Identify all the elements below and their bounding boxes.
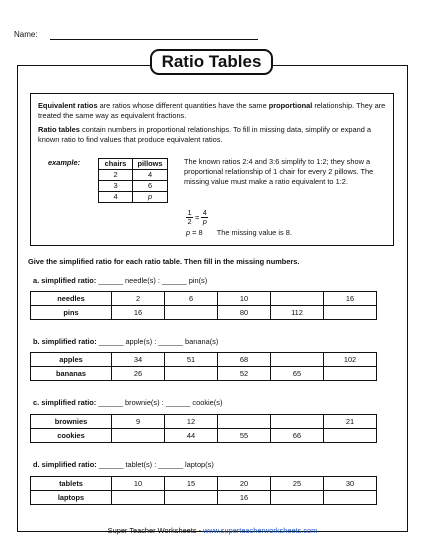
table-cell: 25	[271, 477, 324, 491]
table-cell: 80	[218, 306, 271, 320]
footer	[0, 526, 425, 535]
problem-ratio-blanks: ______ tablet(s) : ______ laptop(s)	[98, 460, 214, 469]
answer-cell[interactable]	[112, 429, 165, 443]
answer-cell[interactable]	[324, 491, 377, 505]
table-cell: 68	[218, 353, 271, 367]
page-title: Ratio Tables	[150, 49, 273, 75]
problem-ratio-label: simplified ratio:	[41, 276, 97, 285]
table-row	[31, 415, 377, 429]
solution-value: = 8	[190, 228, 203, 237]
table-cell: 66	[271, 429, 324, 443]
row-header: cookies	[31, 429, 112, 443]
table-row	[31, 292, 377, 306]
answer-cell[interactable]	[324, 367, 377, 381]
table-row	[31, 353, 377, 367]
table-cell: 12	[165, 415, 218, 429]
table-row	[31, 429, 377, 443]
solution-text: The missing value is 8.	[216, 228, 292, 237]
example-cell: 6	[133, 181, 168, 192]
table-cell: 34	[112, 353, 165, 367]
table-cell: 10	[112, 477, 165, 491]
term-proportional: proportional	[268, 101, 313, 110]
fraction-numerator: 4	[202, 208, 207, 217]
answer-cell[interactable]	[165, 306, 218, 320]
problem-ratio-label: simplified ratio:	[41, 398, 97, 407]
answer-cell[interactable]	[218, 415, 271, 429]
table-cell: 51	[165, 353, 218, 367]
problem-letter: b.	[33, 337, 40, 346]
answer-cell[interactable]	[271, 491, 324, 505]
intro-text-1a: are ratios whose different quantities have the same	[97, 101, 269, 110]
table-cell: 102	[324, 353, 377, 367]
problem-ratio-blanks: ______ needle(s) : ______ pin(s)	[98, 276, 208, 285]
example-cell: 3	[99, 181, 133, 192]
fraction-right	[201, 209, 208, 226]
table-cell: 16	[324, 292, 377, 306]
table-cell: 6	[165, 292, 218, 306]
problem-letter: c.	[33, 398, 40, 407]
example-explanation: The known ratios 2:4 and 3:6 simplify to 1:2; they show a proportional relationship of 1 chair for every 2 pillows. The missing value must make a ratio equivalent to 1:2.	[184, 157, 374, 186]
intro-text-2: contain numbers in proportional relationships. To fill in missing data, simplify or expand a known ratio to find values that produce equivalent ratios.	[38, 125, 372, 144]
example-cell: 4	[133, 170, 168, 181]
table-cell: 65	[271, 367, 324, 381]
example-cell: p	[133, 192, 168, 203]
table-row	[31, 306, 377, 320]
intro-paragraph-2	[38, 125, 390, 145]
instructions: Give the simplified ratio for each ratio table. Then fill in the missing numbers.	[28, 257, 300, 266]
problem-ratio-label: simplified ratio:	[41, 337, 97, 346]
row-header: laptops	[31, 491, 112, 505]
table-cell: 10	[218, 292, 271, 306]
intro-text-1b: relationship. They are treated the same way as equivalent fractions.	[38, 101, 386, 120]
problem-b-label	[33, 337, 218, 346]
table-cell: 55	[218, 429, 271, 443]
answer-cell[interactable]	[165, 491, 218, 505]
answer-cell[interactable]	[271, 353, 324, 367]
fraction-numerator: 1	[187, 208, 192, 217]
answer-cell[interactable]	[271, 415, 324, 429]
problem-a-label	[33, 276, 207, 285]
fraction-denominator: 2	[187, 217, 192, 226]
table-row	[31, 477, 377, 491]
example-cell: 2	[99, 170, 133, 181]
example-header: chairs	[99, 159, 133, 170]
answer-cell[interactable]	[271, 292, 324, 306]
table-cell: 20	[218, 477, 271, 491]
example-table	[98, 158, 168, 203]
problem-c-label	[33, 398, 222, 407]
fraction-left	[186, 209, 193, 226]
problem-letter: d.	[33, 460, 40, 469]
ratio-table-c	[30, 414, 377, 443]
table-cell: 16	[218, 491, 271, 505]
row-header: tablets	[31, 477, 112, 491]
table-cell: 15	[165, 477, 218, 491]
solution-variable: p	[186, 228, 191, 237]
table-cell: 112	[271, 306, 324, 320]
solution-line	[186, 228, 292, 237]
answer-cell[interactable]	[112, 491, 165, 505]
table-cell: 52	[218, 367, 271, 381]
row-header: pins	[31, 306, 112, 320]
row-header: brownies	[31, 415, 112, 429]
table-cell: 21	[324, 415, 377, 429]
fraction-denominator: p	[202, 217, 207, 226]
intro-paragraph-1	[38, 101, 388, 121]
name-line[interactable]	[50, 39, 258, 40]
name-label: Name:	[14, 30, 38, 39]
row-header: bananas	[31, 367, 112, 381]
footer-link[interactable]: www.superteacherworksheets.com	[203, 526, 318, 535]
problem-ratio-blanks: ______ apple(s) : ______ banana(s)	[98, 337, 219, 346]
ratio-table-d	[30, 476, 377, 505]
problem-letter: a.	[33, 276, 40, 285]
table-row	[31, 491, 377, 505]
footer-text: Super Teacher Worksheets -	[107, 526, 204, 535]
table-row	[31, 367, 377, 381]
table-cell: 9	[112, 415, 165, 429]
equals-sign: =	[195, 213, 200, 222]
example-label: example:	[48, 158, 81, 167]
ratio-table-b	[30, 352, 377, 381]
problem-d-label	[33, 460, 214, 469]
row-header: needles	[31, 292, 112, 306]
table-cell: 44	[165, 429, 218, 443]
example-header: pillows	[133, 159, 168, 170]
table-cell: 16	[112, 306, 165, 320]
term-equivalent-ratios: Equivalent ratios	[38, 101, 98, 110]
problem-ratio-blanks: ______ brownie(s) : ______ cookie(s)	[98, 398, 223, 407]
proportion-equation	[186, 209, 208, 226]
table-cell: 2	[112, 292, 165, 306]
term-ratio-tables: Ratio tables	[38, 125, 80, 134]
answer-cell[interactable]	[165, 367, 218, 381]
answer-cell[interactable]	[324, 429, 377, 443]
row-header: apples	[31, 353, 112, 367]
answer-cell[interactable]	[324, 306, 377, 320]
ratio-table-a	[30, 291, 377, 320]
table-cell: 26	[112, 367, 165, 381]
example-cell: 4	[99, 192, 133, 203]
problem-ratio-label: simplified ratio:	[41, 460, 97, 469]
name-field[interactable]	[14, 30, 38, 39]
table-cell: 30	[324, 477, 377, 491]
